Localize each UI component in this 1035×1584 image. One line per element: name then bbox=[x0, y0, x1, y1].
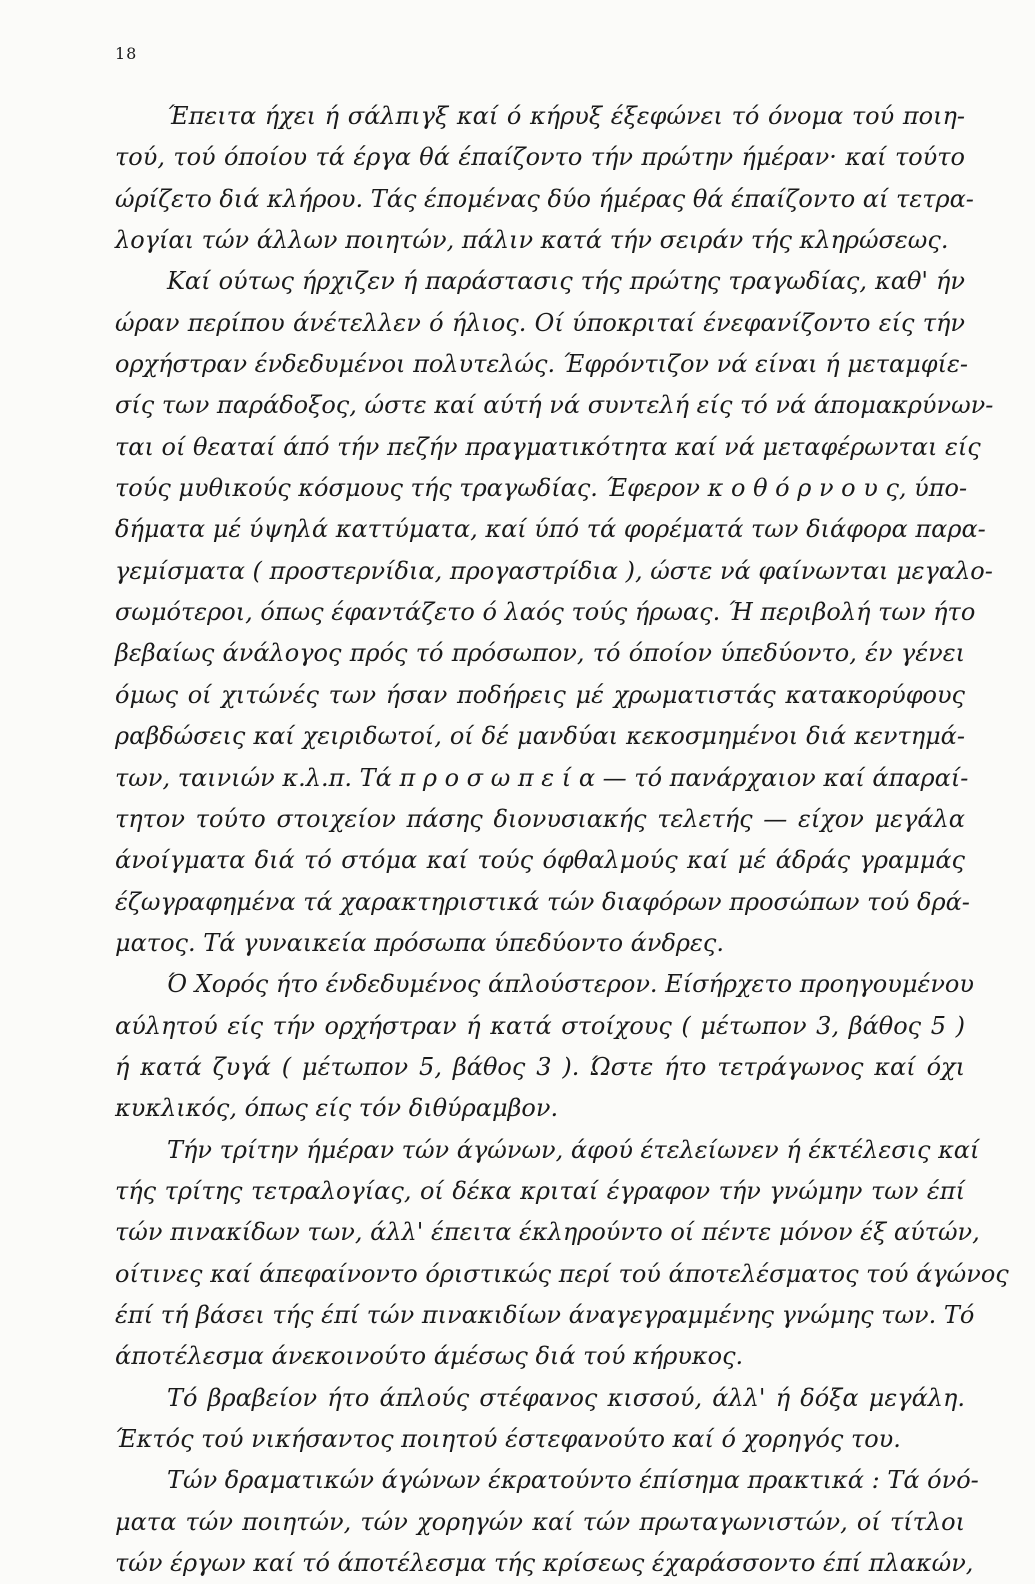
text-line: αύλητού είς τήν ορχήστραν ή κατά στοίχους ( μέτωπον 3, βάθος 5 ) bbox=[115, 1011, 965, 1040]
text-line: ματα τών ποιητών, τών χορηγών καί τών πρωταγωνιστών, οί τίτλοι bbox=[115, 1507, 965, 1536]
text-line: ματος. Τά γυναικεία πρόσωπα ύπεδύοντο άνδρες. bbox=[115, 928, 724, 957]
text-line: ή κατά ζυγά ( μέτωπον 5, βάθος 3 ). Ώστε ήτο τετράγωνος καί όχι bbox=[115, 1052, 965, 1081]
text-line: τών πινακίδων των, άλλ' έπειτα έκληρούντο οί πέντε μόνον έξ αύτών, bbox=[115, 1218, 980, 1247]
text-line: Έκτός τού νικήσαντος ποιητού έστεφανούτο καί ό χορηγός του. bbox=[115, 1425, 901, 1453]
text-line: τού, τού όποίου τά έργα θά έπαίζοντο τήν πρώτην ήμέραν· καί τούτο bbox=[115, 143, 965, 172]
body-text bbox=[115, 96, 1009, 1584]
text-line: οίτινες καί άπεφαίνοντο όριστικώς περί τού άποτελέσματος τού άγώνος bbox=[115, 1259, 1009, 1288]
text-line: Τών δραματικών άγώνων έκρατούντο έπίσημα πρακτικά : Τά όνό- bbox=[167, 1466, 979, 1495]
text-line: τητον τούτο στοιχείον πάσης διονυσιακής τελετής — είχον μεγάλα bbox=[115, 804, 965, 833]
text-line: όμως οί χιτώνές των ήσαν ποδήρεις μέ χρωματιστάς κατακορύφους bbox=[115, 680, 965, 709]
text-line: Καί ούτως ήρχιζεν ή παράστασις τής πρώτης τραγωδίας, καθ' ήν bbox=[167, 267, 965, 296]
text-line: τών έργων καί τό άποτέλεσμα τής κρίσεως έχαράσσοντο έπί πλακών, bbox=[115, 1549, 974, 1578]
text-line: ραβδώσεις καί χειριδωτοί, οί δέ μανδύαι κεκοσμημένοι διά κεντημά- bbox=[115, 722, 965, 751]
text-line: λογίαι τών άλλων ποιητών, πάλιν κατά τήν σειράν τής κληρώσεως. bbox=[115, 226, 949, 255]
text-line: σίς των παράδοξος, ώστε καί αύτή νά συντελή είς τό νά άπομακρύνων- bbox=[115, 391, 994, 420]
text-line: τούς μυθικούς κόσμους τής τραγωδίας. Έφερον κ ο θ ό ρ ν ο υ ς, ύπο- bbox=[115, 474, 968, 503]
text-line: άνοίγματα διά τό στόμα καί τούς όφθαλμούς καί μέ άδράς γραμμάς bbox=[115, 846, 965, 875]
text-line: κυκλικός, όπως είς τόν διθύραμβον. bbox=[115, 1094, 559, 1123]
text-line: Έπειτα ήχει ή σάλπιγξ καί ό κήρυξ έξεφώνει τό όνομα τού ποιη- bbox=[167, 102, 965, 130]
page-number: 18 bbox=[115, 44, 138, 63]
text-line: βεβαίως άνάλογος πρός τό πρόσωπον, τό όποίον ύπεδύοντο, έν γένει bbox=[115, 639, 965, 668]
text-line: Τήν τρίτην ήμέραν τών άγώνων, άφού έτελείωνεν ή έκτέλεσις καί bbox=[167, 1135, 980, 1164]
text-line: των, ταινιών κ.λ.π. Τά π ρ ο σ ω π ε ί α — τό πανάρχαιον καί άπαραί- bbox=[115, 763, 969, 792]
text-line: έζωγραφημένα τά χαρακτηριστικά τών διαφόρων προσώπων τού δρά- bbox=[115, 887, 970, 916]
text-line: Τό βραβείον ήτο άπλούς στέφανος κισσού, άλλ' ή δόξα μεγάλη. bbox=[167, 1383, 965, 1412]
text-line: έπί τή βάσει τής έπί τών πινακιδίων άναγεγραμμένης γνώμης των. Τό bbox=[115, 1300, 975, 1329]
text-line: γεμίσματα ( προστερνίδια, προγαστρίδια ), ώστε νά φαίνωνται μεγαλο- bbox=[115, 556, 993, 585]
text-line: ορχήστραν ένδεδυμένοι πολυτελώς. Έφρόντιζον νά είναι ή μεταμφίε- bbox=[115, 350, 968, 379]
text-line: άποτέλεσμα άνεκοινούτο άμέσως διά τού κήρυκος. bbox=[115, 1342, 744, 1371]
text-line: τής τρίτης τετραλογίας, οί δέκα κριταί έγραφον τήν γνώμην των έπί bbox=[115, 1176, 965, 1205]
text-line: ται οί θεαταί άπό τήν πεζήν πραγματικότητα καί νά μεταφέρωνται είς bbox=[115, 432, 981, 461]
text-line: δήματα μέ ύψηλά καττύματα, καί ύπό τά φορέματά των διάφορα παρα- bbox=[115, 515, 986, 544]
text-line: ώραν περίπου άνέτελλεν ό ήλιος. Οί ύποκριταί ένεφανίζοντο είς τήν bbox=[115, 308, 965, 337]
text-line: Ό Χορός ήτο ένδεδυμένος άπλούστερον. Είσήρχετο προηγουμένου bbox=[167, 970, 974, 999]
text-line: σωμότεροι, όπως έφαντάζετο ό λαός τούς ήρωας. Ή περιβολή των ήτο bbox=[115, 598, 976, 627]
text-line: ώρίζετο διά κλήρου. Τάς έπομένας δύο ήμέρας θά έπαίζοντο αί τετρα- bbox=[115, 184, 974, 213]
